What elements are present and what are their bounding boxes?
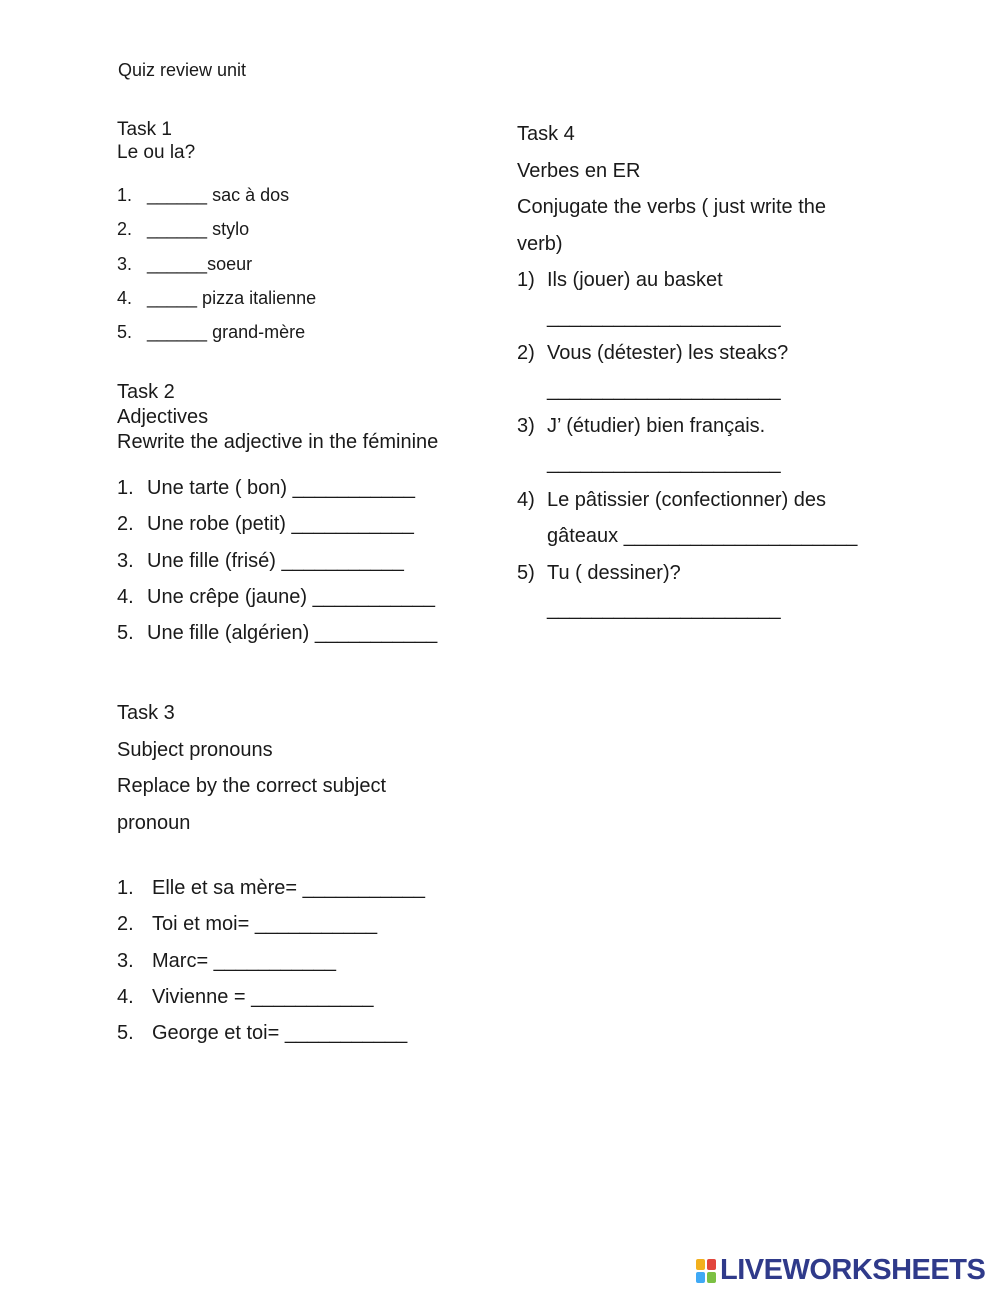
task3-instruction-line2: pronoun — [117, 811, 191, 834]
item-text: Elle et sa mère= ___________ — [152, 877, 425, 899]
task1-item — [117, 322, 316, 356]
task3-item — [117, 950, 425, 986]
item-number: 4. — [117, 985, 134, 1008]
item-text: _____ pizza italienne — [147, 287, 317, 308]
item-number: 4. — [117, 287, 133, 308]
item-number: 2. — [117, 913, 134, 936]
task1-item — [117, 288, 316, 322]
logo-blocks-icon — [696, 1259, 716, 1283]
logo-block — [696, 1272, 705, 1283]
task1-header — [117, 118, 195, 164]
task3-header — [117, 695, 386, 841]
task3-instruction-line1: Replace by the correct subject — [117, 775, 387, 798]
item-number: 4. — [117, 585, 134, 608]
task1-item — [117, 254, 316, 288]
answer-blank: _____________________ — [547, 378, 781, 401]
task2-subheading: Adjectives — [117, 406, 209, 428]
item-number: 1) — [517, 269, 535, 291]
item-text: ______ sac à dos — [147, 185, 290, 205]
item-text: ______soeur — [147, 253, 253, 274]
item-text: Vivienne = ___________ — [152, 985, 374, 1008]
task4-item — [517, 482, 857, 555]
item-text: George et toi= ___________ — [152, 1022, 408, 1045]
task2-header — [117, 380, 438, 455]
task2-heading: Task 2 — [117, 381, 175, 403]
task4-item — [517, 408, 857, 481]
document-title: Quiz review unit — [118, 60, 247, 80]
task2-item — [117, 586, 437, 622]
item-text: Vous (détester) les steaks? — [547, 342, 789, 365]
task4-item — [517, 555, 857, 628]
task1-subheading: Le ou la? — [117, 142, 196, 163]
task4-instruction-line2: verb) — [517, 232, 563, 255]
item-text: Le pâtissier (confectionner) des — [547, 488, 827, 511]
task4-header — [517, 116, 826, 262]
answer-blank: _____________________ — [547, 451, 781, 474]
item-text: Une fille (frisé) ___________ — [147, 549, 404, 572]
task4-item — [517, 335, 857, 408]
item-text: Tu ( dessiner)? — [547, 561, 681, 584]
task3-list — [117, 877, 425, 1058]
item-number: 1. — [117, 185, 133, 205]
item-text: Une robe (petit) ___________ — [147, 513, 414, 536]
item-number: 2. — [117, 219, 133, 240]
item-number: 3. — [117, 253, 133, 274]
item-number: 3) — [517, 415, 535, 438]
task2-instruction: Rewrite the adjective in the féminine — [117, 431, 439, 453]
task3-subheading: Subject pronouns — [117, 738, 273, 761]
task4-heading: Task 4 — [517, 123, 575, 145]
task3-item — [117, 1022, 425, 1058]
task2-item — [117, 513, 437, 549]
item-number: 2. — [117, 513, 134, 536]
item-text: Une tarte ( bon) ___________ — [147, 477, 415, 499]
item-text: J’ (étudier) bien français. — [547, 415, 766, 438]
item-text: Ils (jouer) au basket — [547, 269, 723, 291]
item-number: 3. — [117, 549, 134, 572]
answer-blank: _____________________ — [547, 598, 781, 621]
item-number: 5) — [517, 561, 535, 584]
task4-item — [517, 262, 857, 335]
task4-instruction-line1: Conjugate the verbs ( just write the — [517, 196, 827, 219]
task3-item — [117, 877, 425, 913]
item-text: Marc= ___________ — [152, 949, 337, 972]
item-text: ______ stylo — [147, 219, 250, 240]
task1-item — [117, 219, 316, 253]
task2-item — [117, 550, 437, 586]
item-number: 2) — [517, 342, 535, 365]
task1-item — [117, 185, 316, 219]
answer-blank: gâteaux _____________________ — [547, 525, 858, 548]
item-text: Toi et moi= ___________ — [152, 913, 378, 936]
task1-list — [117, 185, 316, 356]
item-text: Une crêpe (jaune) ___________ — [147, 585, 435, 608]
task2-list — [117, 477, 437, 658]
item-number: 1. — [117, 877, 134, 899]
task2-item — [117, 622, 437, 658]
task3-item — [117, 986, 425, 1022]
task3-item — [117, 913, 425, 949]
answer-blank: _____________________ — [547, 305, 781, 328]
item-number: 1. — [117, 477, 134, 499]
task3-heading: Task 3 — [117, 702, 175, 724]
item-number: 5. — [117, 322, 133, 343]
item-number: 4) — [517, 488, 535, 511]
task4-subheading: Verbes en ER — [517, 159, 641, 182]
item-number: 5. — [117, 622, 134, 645]
item-text: Une fille (algérien) ___________ — [147, 622, 438, 645]
logo-block — [696, 1259, 705, 1270]
task4-list — [517, 262, 857, 628]
task2-item — [117, 477, 437, 513]
liveworksheets-logo — [696, 1254, 985, 1287]
logo-block — [707, 1259, 716, 1270]
item-number: 5. — [117, 1022, 134, 1045]
logo-text: LIVEWORKSHEETS — [720, 1254, 986, 1286]
task1-heading: Task 1 — [117, 119, 172, 140]
logo-block — [707, 1272, 716, 1283]
item-text: ______ grand-mère — [147, 322, 306, 343]
item-number: 3. — [117, 949, 134, 972]
